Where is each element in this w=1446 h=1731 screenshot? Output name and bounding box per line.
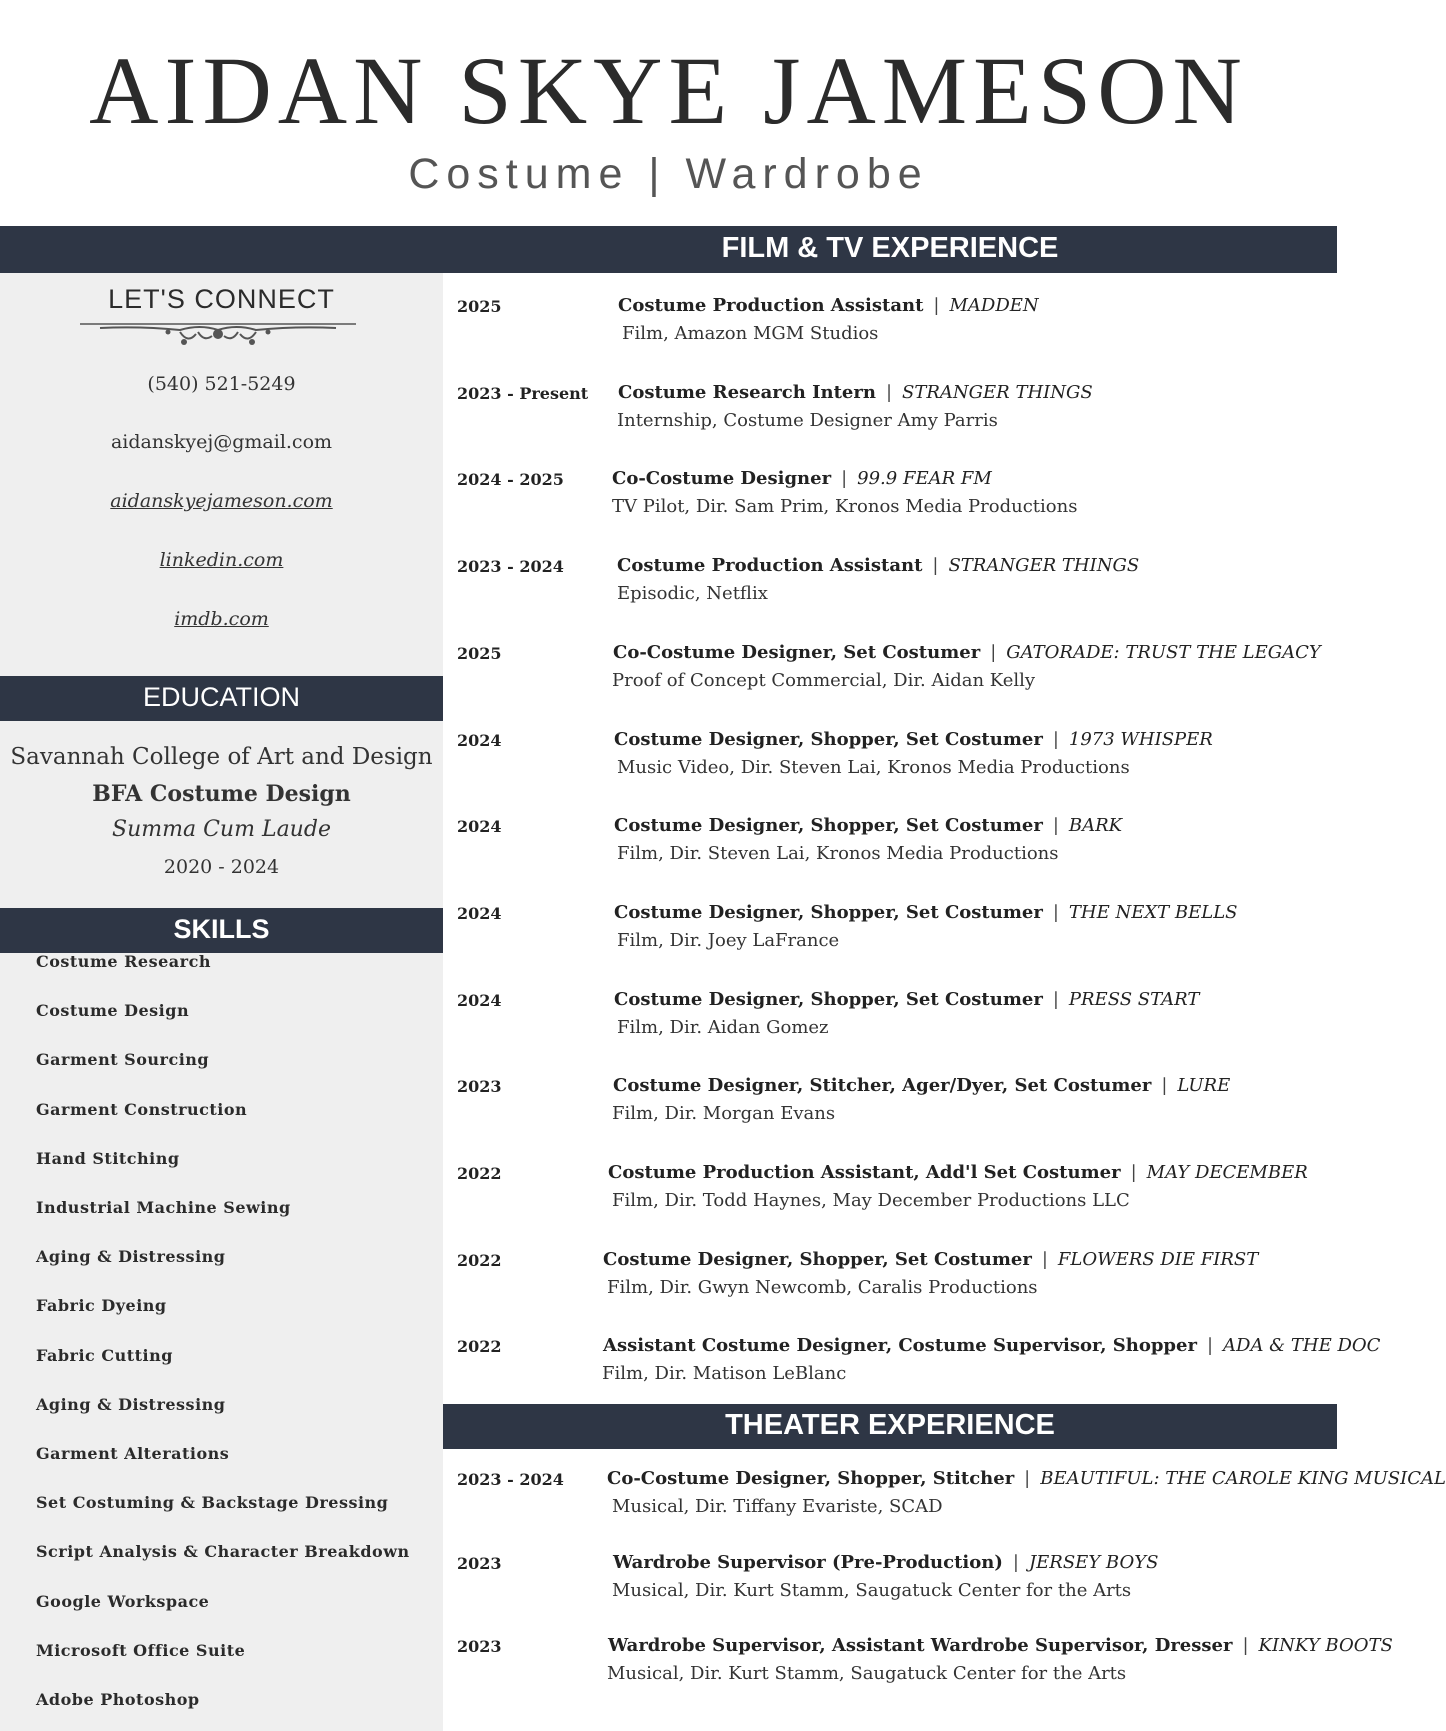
entry-role: Costume Production Assistant, Add'l Set Costumer (608, 1162, 1121, 1183)
entry-detail: Music Video, Dir. Steven Lai, Kronos Media Productions (617, 756, 1130, 778)
entry-year: 2024 (457, 903, 502, 923)
skill-item: Microsoft Office Suite (36, 1640, 246, 1660)
entry-year: 2025 (457, 643, 502, 663)
entry-detail: Musical, Dir. Kurt Stamm, Saugatuck Center for the Arts (612, 1580, 1132, 1601)
education-years: 2020 - 2024 (163, 856, 280, 878)
skill-item: Adobe Photoshop (36, 1690, 200, 1709)
entry-separator: | (1052, 901, 1059, 923)
entry-role-line (613, 1075, 1230, 1096)
skill-item: Aging & Distressing (36, 1394, 226, 1414)
entry-role: Costume Research Intern (618, 381, 876, 403)
entry-show: STRANGER THINGS (948, 555, 1140, 577)
skill-item: Hand Stitching (36, 1148, 180, 1168)
entry-role: Costume Production Assistant (618, 295, 924, 316)
entry-detail: Film, Dir. Gwyn Newcomb, Caralis Productions (607, 1276, 1038, 1298)
entry-role-line (618, 295, 1039, 316)
entry-role: Costume Designer, Stitcher, Ager/Dyer, Set Costumer (613, 1075, 1152, 1097)
entry-role-line (614, 729, 1213, 750)
film-section-band (0, 226, 1337, 273)
entry-role-line (613, 1552, 1158, 1573)
skill-item: Fabric Cutting (36, 1345, 173, 1365)
entry-separator: | (841, 468, 848, 490)
entry-detail: Film, Dir. Morgan Evans (612, 1103, 836, 1125)
entry-role: Co-Costume Designer, Shopper, Stitcher (607, 1468, 1015, 1489)
entry-separator: | (990, 641, 997, 663)
entry-role: Costume Designer, Shopper, Set Costumer (614, 815, 1043, 837)
skill-item: Set Costuming & Backstage Dressing (36, 1493, 389, 1513)
skill-item: Garment Alterations (36, 1444, 230, 1463)
entry-role-line (608, 1635, 1393, 1656)
contact-email[interactable]: aidanskyej@gmail.com (110, 431, 333, 453)
entry-detail: Film, Dir. Matison LeBlanc (602, 1363, 847, 1385)
entry-role-line (612, 468, 992, 489)
entry-show: MADDEN (949, 295, 1039, 316)
entry-detail: Film, Amazon MGM Studios (622, 323, 879, 344)
entry-role: Costume Designer, Shopper, Set Costumer (614, 901, 1043, 923)
entry-separator: | (1130, 1162, 1137, 1183)
entry-detail: Episodic, Netflix (617, 583, 768, 605)
entry-separator: | (1206, 1335, 1214, 1357)
entry-separator: | (885, 381, 893, 403)
entry-detail: TV Pilot, Dir. Sam Prim, Kronos Media Productions (612, 496, 1078, 518)
entry-year: 2025 (457, 297, 502, 316)
website-link[interactable]: aidanskyejameson.com (110, 490, 333, 512)
entry-show: 1973 WHISPER (1068, 728, 1213, 750)
education-degree: BFA Costume Design (92, 781, 351, 807)
entry-year: 2023 - Present (457, 383, 589, 403)
theater-section-title: THEATER EXPERIENCE (725, 1409, 1055, 1441)
entry-year: 2023 - 2024 (457, 557, 564, 577)
entry-year: 2023 (457, 1637, 502, 1656)
education-honors: Summa Cum Laude (112, 817, 331, 842)
entry-role: Wardrobe Supervisor (Pre-Production) (613, 1552, 1003, 1573)
entry-role: Costume Designer, Shopper, Set Costumer (614, 988, 1043, 1010)
entry-show: 99.9 FEAR FM (857, 468, 992, 490)
entry-separator: | (933, 295, 940, 316)
entry-separator: | (1242, 1635, 1249, 1656)
entry-role-line (614, 815, 1122, 836)
film-section-title: FILM & TV EXPERIENCE (721, 232, 1059, 264)
entry-detail: Film, Dir. Aidan Gomez (617, 1016, 829, 1038)
entry-detail: Proof of Concept Commercial, Dir. Aidan Kelly (612, 669, 1036, 691)
entry-show: GATORADE: TRUST THE LEGACY (1006, 641, 1321, 663)
skill-item: Aging & Distressing (36, 1247, 226, 1267)
entry-show: BARK (1068, 815, 1123, 837)
flourish-ornament-icon (80, 316, 356, 350)
entry-separator: | (1024, 1468, 1031, 1489)
skill-item: Google Workspace (36, 1591, 210, 1611)
entry-detail: Film, Dir. Todd Haynes, May December Productions LLC (612, 1190, 1130, 1211)
imdb-link[interactable]: imdb.com (174, 608, 269, 630)
resume-name: AIDAN SKYE JAMESON (89, 37, 1248, 144)
skill-item: Industrial Machine Sewing (36, 1198, 291, 1217)
entry-year: 2023 (457, 1554, 502, 1573)
resume-subtitle: Costume | Wardrobe (408, 150, 929, 198)
entry-show: THE NEXT BELLS (1068, 901, 1238, 923)
entry-show: FLOWERS DIE FIRST (1057, 1248, 1259, 1270)
skill-item: Costume Design (36, 1001, 190, 1021)
entry-role-line (617, 555, 1139, 576)
entry-detail: Internship, Costume Designer Amy Parris (617, 409, 998, 431)
entry-separator: | (1041, 1248, 1048, 1270)
linkedin-link[interactable]: linkedin.com (159, 549, 284, 571)
entry-detail: Film, Dir. Steven Lai, Kronos Media Productions (617, 843, 1059, 865)
entry-year: 2022 (457, 1250, 502, 1270)
entry-show: BEAUTIFUL: THE CAROLE KING MUSICAL (1040, 1468, 1446, 1489)
entry-show: PRESS START (1068, 988, 1200, 1010)
entry-separator: | (1052, 815, 1059, 837)
entry-separator: | (1052, 988, 1059, 1010)
skills-band (0, 908, 443, 953)
entry-show: ADA & THE DOC (1223, 1335, 1381, 1357)
entry-show: STRANGER THINGS (902, 381, 1093, 403)
entry-role-line (618, 382, 1093, 403)
entry-role-line (613, 642, 1321, 663)
entry-role-line (603, 1249, 1258, 1270)
entry-role-line (614, 989, 1199, 1010)
skill-item: Garment Construction (36, 1099, 248, 1119)
entry-role: Co-Costume Designer (612, 468, 832, 490)
skill-item: Garment Sourcing (36, 1050, 210, 1070)
entry-detail: Musical, Dir. Kurt Stamm, Saugatuck Center for the Arts (607, 1663, 1127, 1684)
entry-year: 2023 - 2024 (457, 1470, 564, 1489)
entry-role: Co-Costume Designer, Set Costumer (613, 641, 981, 663)
entry-show: KINKY BOOTS (1258, 1635, 1393, 1656)
entry-separator: | (932, 555, 939, 577)
entry-year: 2024 - 2025 (457, 470, 564, 490)
entry-role: Assistant Costume Designer, Costume Supervisor, Shopper (603, 1335, 1197, 1357)
entry-detail: Musical, Dir. Tiffany Evariste, SCAD (612, 1496, 943, 1517)
entry-year: 2022 (457, 1337, 502, 1357)
entry-year: 2024 (457, 730, 502, 750)
entry-year: 2024 (457, 990, 502, 1010)
skill-item: Script Analysis & Character Breakdown (36, 1542, 410, 1562)
theater-section-band (443, 1404, 1337, 1449)
entry-separator: | (1052, 728, 1059, 750)
entry-show: MAY DECEMBER (1146, 1162, 1308, 1183)
entry-separator: | (1012, 1552, 1019, 1573)
education-school: Savannah College of Art and Design (10, 744, 433, 770)
entry-year: 2022 (457, 1164, 502, 1183)
entry-detail: Film, Dir. Joey LaFrance (617, 929, 840, 951)
entry-year: 2023 (457, 1077, 502, 1097)
entry-role-line (603, 1335, 1380, 1356)
entry-role: Costume Designer, Shopper, Set Costumer (614, 728, 1043, 750)
entry-role-line (608, 1162, 1308, 1183)
skills-title: SKILLS (173, 914, 270, 944)
entry-separator: | (1161, 1075, 1168, 1097)
entry-role-line (614, 902, 1238, 923)
contact-phone: (540) 521-5249 (147, 373, 296, 395)
connect-heading: LET'S CONNECT (108, 284, 335, 314)
skill-item: Fabric Dyeing (36, 1296, 167, 1316)
entry-role: Costume Production Assistant (617, 555, 923, 577)
entry-role-line (607, 1468, 1446, 1489)
entry-show: JERSEY BOYS (1028, 1552, 1159, 1573)
education-title: EDUCATION (142, 682, 300, 712)
entry-role: Costume Designer, Shopper, Set Costumer (603, 1248, 1032, 1270)
education-band (0, 676, 443, 721)
entry-role: Wardrobe Supervisor, Assistant Wardrobe Supervisor, Dresser (608, 1635, 1233, 1656)
skill-item: Costume Research (36, 952, 211, 971)
entry-year: 2024 (457, 817, 502, 837)
entry-show: LURE (1177, 1075, 1231, 1097)
